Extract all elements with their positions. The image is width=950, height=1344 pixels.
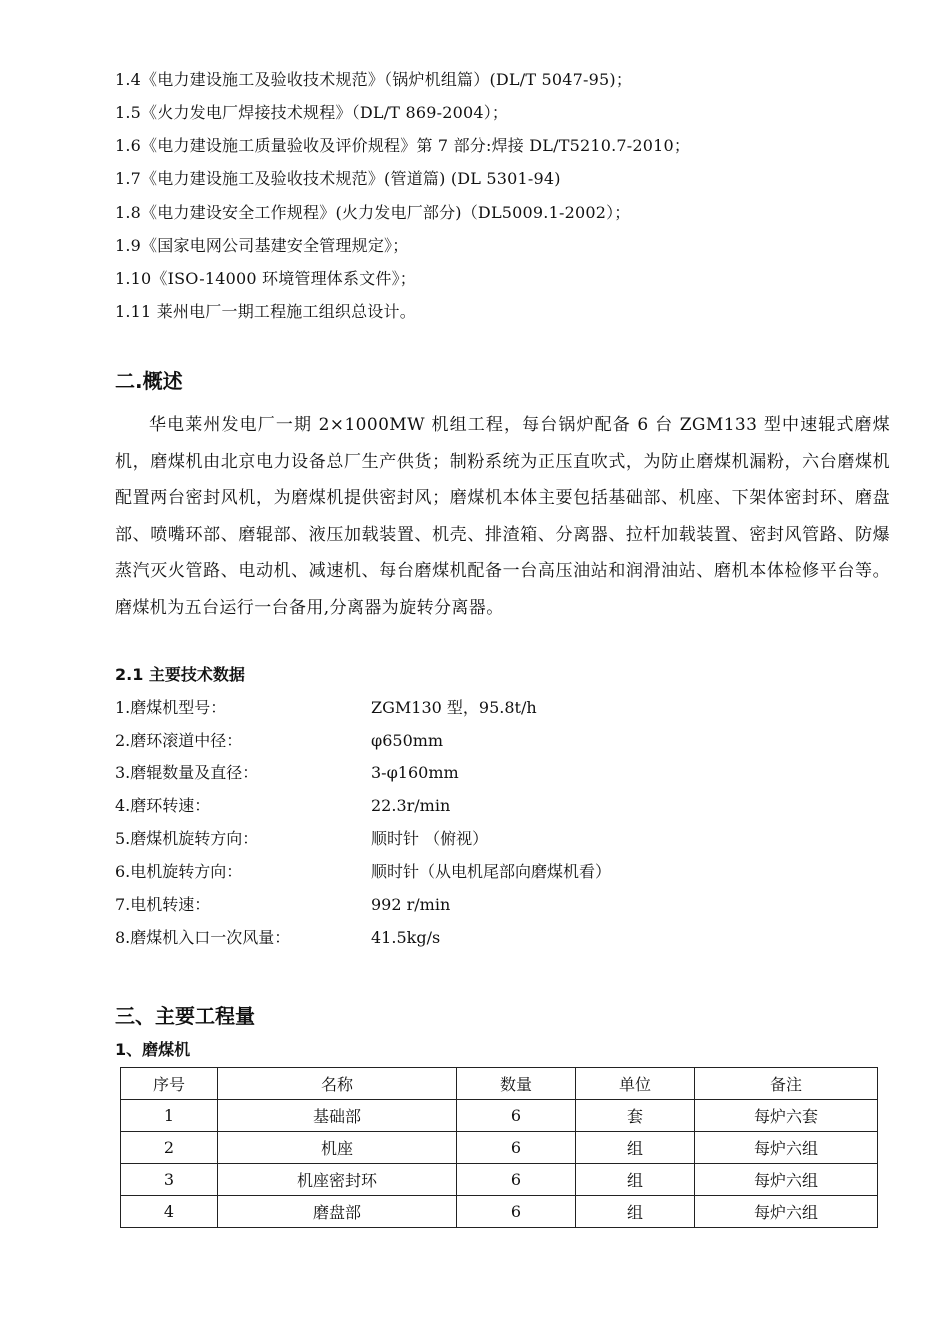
table-cell: 基础部: [218, 1100, 457, 1132]
spec-value: φ650mm: [371, 731, 444, 750]
table-row: [121, 1164, 878, 1196]
table-cell: 套: [576, 1100, 695, 1132]
reference-item: 1.5《火力发电厂焊接技术规程》（DL/T 869-2004）；: [115, 103, 509, 122]
table-cell: 磨盘部: [218, 1196, 457, 1228]
reference-item: 1.11 莱州电厂一期工程施工组织总设计。: [115, 302, 416, 321]
section-heading-quantities: 三、主要工程量: [115, 1004, 255, 1028]
section-heading-overview: 二.概述: [115, 369, 183, 393]
reference-item: 1.9《国家电网公司基建安全管理规定》；: [115, 236, 409, 255]
column-header: 单位: [576, 1068, 695, 1100]
table-row: [121, 1132, 878, 1164]
spec-label: 2.磨环滚道中径：: [115, 731, 243, 750]
quantities-table: [120, 1067, 878, 1228]
spec-label: 4.磨环转速：: [115, 796, 211, 815]
column-header: 数量: [457, 1068, 576, 1100]
spec-value: 顺时针（从电机尾部向磨煤机看）: [371, 862, 612, 881]
table-row: [121, 1196, 878, 1228]
table-cell: 机座: [218, 1132, 457, 1164]
spec-value: 3-φ160mm: [371, 763, 459, 782]
table-cell: 每炉六组: [695, 1132, 878, 1164]
table-cell: 6: [457, 1196, 576, 1228]
table-cell: 组: [576, 1196, 695, 1228]
column-header: 序号: [121, 1068, 218, 1100]
spec-value: ZGM130 型，95.8t/h: [371, 698, 537, 717]
spec-label: 3.磨辊数量及直径：: [115, 763, 259, 782]
reference-item: 1.7《电力建设施工及验收技术规范》(管道篇) (DL 5301-94): [115, 169, 561, 188]
table-cell: 组: [576, 1132, 695, 1164]
reference-item: 1.8《电力建设安全工作规程》(火力发电厂部分)（DL5009.1-2002）；: [115, 203, 631, 222]
spec-value: 顺时针 （俯视）: [371, 829, 489, 848]
table-cell: 6: [457, 1132, 576, 1164]
column-header: 备注: [695, 1068, 878, 1100]
spec-value: 41.5kg/s: [371, 928, 441, 947]
table-cell: 每炉六套: [695, 1100, 878, 1132]
subsection-heading-tech-data: 2.1 主要技术数据: [115, 665, 245, 684]
table-cell: 每炉六组: [695, 1164, 878, 1196]
table-header-row: [121, 1068, 878, 1100]
column-header: 名称: [218, 1068, 457, 1100]
spec-value: 992 r/min: [371, 895, 451, 914]
reference-item: 1.10《ISO-14000 环境管理体系文件》；: [115, 269, 417, 288]
table-cell: 6: [457, 1100, 576, 1132]
table-row: [121, 1100, 878, 1132]
subsection-heading-coal-mill: 1、磨煤机: [115, 1040, 191, 1059]
spec-value: 22.3r/min: [371, 796, 451, 815]
table-cell: 机座密封环: [218, 1164, 457, 1196]
table-cell: 1: [121, 1100, 218, 1132]
spec-label: 8.磨煤机入口一次风量：: [115, 928, 291, 947]
overview-paragraph: 华电莱州发电厂一期 2×1000MW 机组工程，每台锅炉配备 6 台 ZGM133 型中速辊式磨煤机，磨煤机由北京电力设备总厂生产供货；制粉系统为正压直吹式，为防止磨煤机漏粉，六台磨煤机配置两台密封风机，为磨煤机提供密封风；磨煤机本体主要包括基础部、机座、下架体密封环、磨盘部、喷嘴环部、磨辊部、液压加载装置、机壳、排渣箱、分离器、拉杆加载装置、密封风管路、防爆蒸汽灭火管路、电动机、减速机、每台磨煤机配备一台高压油站和润滑油站、磨机本体检修平台等。磨煤机为五台运行一台备用,分离器为旋转分离器。: [115, 415, 890, 618]
spec-label: 7.电机转速：: [115, 895, 211, 914]
table-cell: 组: [576, 1164, 695, 1196]
table-cell: 每炉六组: [695, 1196, 878, 1228]
spec-label: 6.电机旋转方向：: [115, 862, 243, 881]
reference-item: 1.6《电力建设施工质量验收及评价规程》第 7 部分:焊接 DL/T5210.7-2010；: [115, 136, 691, 155]
table-cell: 2: [121, 1132, 218, 1164]
spec-label: 1.磨煤机型号：: [115, 698, 227, 717]
table-cell: 6: [457, 1164, 576, 1196]
table-cell: 3: [121, 1164, 218, 1196]
table-cell: 4: [121, 1196, 218, 1228]
spec-label: 5.磨煤机旋转方向：: [115, 829, 259, 848]
reference-item: 1.4《电力建设施工及验收技术规范》（锅炉机组篇）(DL/T 5047-95)；: [115, 70, 633, 89]
